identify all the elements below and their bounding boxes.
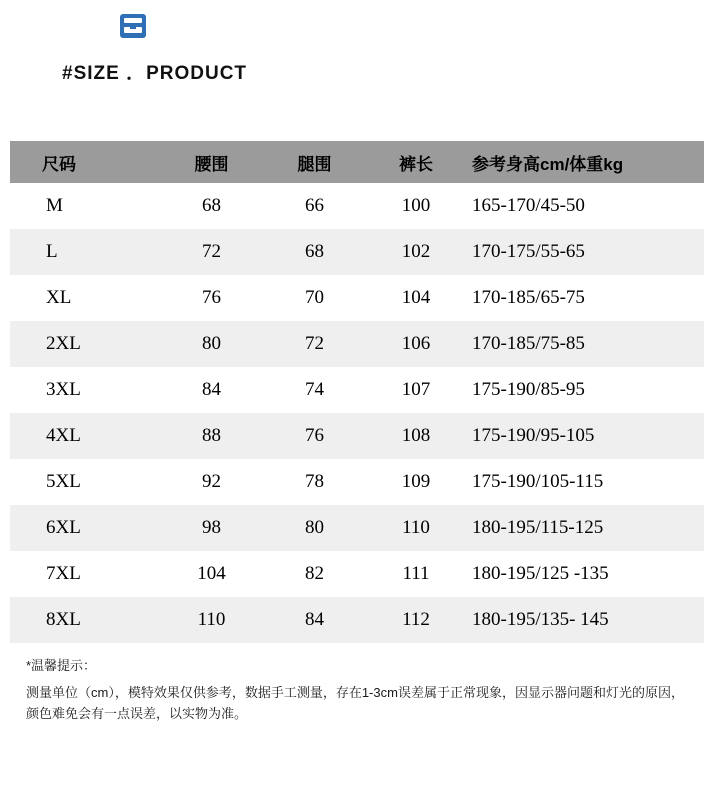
table-row (10, 459, 704, 505)
footer-note (26, 655, 686, 724)
product-card-icon-wrap (120, 14, 150, 44)
column-header-leg: 腿围 (263, 141, 366, 183)
table-header-row (10, 141, 704, 183)
cell-length: 109 (366, 459, 466, 505)
cell-length: 112 (366, 597, 466, 643)
cell-height-weight: 170-185/75-85 (466, 321, 704, 367)
size-table-wrap (10, 113, 694, 643)
table-row (10, 229, 704, 275)
cell-leg: 84 (263, 597, 366, 643)
size-table-head (10, 113, 704, 183)
cell-length: 106 (366, 321, 466, 367)
table-row (10, 551, 704, 597)
cell-size: L (10, 229, 160, 275)
note-title: *温馨提示： (26, 658, 97, 673)
cell-leg: 82 (263, 551, 366, 597)
note-body: 测量单位（cm），模特效果仅供参考，数据手工测量，存在1-3cm误差属于正常现象，因显示器问题和灯光的原因，颜色难免会有一点误差，以实物为准。 (26, 685, 684, 721)
cell-height-weight: 180-195/125 -135 (466, 551, 704, 597)
cell-size: 7XL (10, 551, 160, 597)
cell-leg: 78 (263, 459, 366, 505)
cell-leg: 68 (263, 229, 366, 275)
table-row (10, 367, 704, 413)
cell-waist: 80 (160, 321, 263, 367)
cell-leg: 74 (263, 367, 366, 413)
table-row (10, 413, 704, 459)
cell-height-weight: 175-190/95-105 (466, 413, 704, 459)
cell-height-weight: 175-190/85-95 (466, 367, 704, 413)
cell-length: 108 (366, 413, 466, 459)
cell-size: 6XL (10, 505, 160, 551)
icon-bar-top (124, 18, 142, 23)
table-top-spacer (10, 113, 704, 141)
cell-waist: 110 (160, 597, 263, 643)
product-card-icon (120, 14, 146, 38)
cell-waist: 88 (160, 413, 263, 459)
cell-waist: 84 (160, 367, 263, 413)
cell-waist: 104 (160, 551, 263, 597)
table-row (10, 183, 704, 229)
cell-length: 100 (366, 183, 466, 229)
column-header-waist: 腰围 (160, 141, 263, 183)
cell-size: 2XL (10, 321, 160, 367)
cell-waist: 72 (160, 229, 263, 275)
table-row (10, 597, 704, 643)
cell-height-weight: 180-195/115-125 (466, 505, 704, 551)
cell-size: XL (10, 275, 160, 321)
cell-waist: 68 (160, 183, 263, 229)
cell-length: 110 (366, 505, 466, 551)
icon-notch (130, 25, 136, 29)
cell-waist: 92 (160, 459, 263, 505)
cell-length: 111 (366, 551, 466, 597)
cell-size: 5XL (10, 459, 160, 505)
cell-size: 4XL (10, 413, 160, 459)
cell-height-weight: 165-170/45-50 (466, 183, 704, 229)
cell-leg: 72 (263, 321, 366, 367)
cell-size: 8XL (10, 597, 160, 643)
cell-size: M (10, 183, 160, 229)
cell-leg: 66 (263, 183, 366, 229)
size-table-body (10, 183, 704, 643)
cell-waist: 98 (160, 505, 263, 551)
cell-leg: 70 (263, 275, 366, 321)
table-row (10, 505, 704, 551)
cell-leg: 80 (263, 505, 366, 551)
cell-length: 102 (366, 229, 466, 275)
cell-height-weight: 170-175/55-65 (466, 229, 704, 275)
cell-length: 107 (366, 367, 466, 413)
cell-leg: 76 (263, 413, 366, 459)
column-header-height-weight: 参考身高cm/体重kg (466, 141, 704, 183)
page-title: #SIZE ．PRODUCT (62, 63, 248, 84)
cell-size: 3XL (10, 367, 160, 413)
table-row (10, 275, 704, 321)
column-header-size: 尺码 (10, 141, 160, 183)
cell-height-weight: 170-185/65-75 (466, 275, 704, 321)
cell-height-weight: 175-190/105-115 (466, 459, 704, 505)
cell-height-weight: 180-195/135- 145 (466, 597, 704, 643)
table-row (10, 321, 704, 367)
cell-length: 104 (366, 275, 466, 321)
column-header-length: 裤长 (366, 141, 466, 183)
size-table (10, 113, 704, 643)
cell-waist: 76 (160, 275, 263, 321)
